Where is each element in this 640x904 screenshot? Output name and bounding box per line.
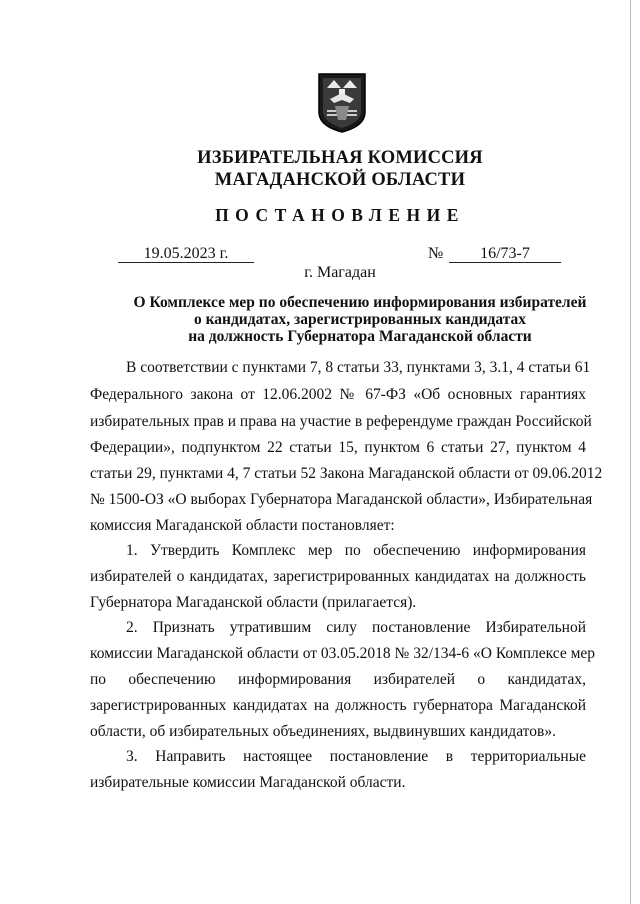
document-number: 16/73-7 [449,245,561,263]
body-line: Федерации», подпунктом 22 статьи 15, пунктом 6 статьи 27, пунктом 4 [90,439,586,456]
body-line: избирателей о кандидатах, зарегистрированных кандидатах на должность [90,568,586,585]
org-name-line-1: ИЗБИРАТЕЛЬНАЯ КОМИССИЯ [197,148,483,168]
subject-line-1: О Комплексе мер по обеспечению информирования избирателей [133,294,587,311]
body-line: области, об избирательных объединениях, выдвинувших кандидатов». [90,723,556,740]
body-line: 2. Признать утратившим силу постановление Избирательной [126,619,586,636]
body-line: избирательных прав и права на участие в референдуме граждан Российской [90,413,592,430]
body-line: В соответствии с пунктами 7, 8 статьи 33, пунктами 3, 3.1, 4 статьи 61 [126,359,591,376]
body-line: зарегистрированных кандидатах на должность губернатора Магаданской [90,697,586,714]
body-line: по обеспечению информирования избирателей о кандидатах, [90,671,586,688]
scan-edge-line [630,0,631,904]
document-city: г. Магадан [304,264,376,281]
body-line: 1. Утвердить Комплекс мер по обеспечению информирования [126,542,586,559]
document-date: 19.05.2023 г. [118,245,254,263]
body-line: избирательные комиссии Магаданской области. [90,774,406,791]
document-type-title: ПОСТАНОВЛЕНИЕ [215,205,465,225]
subject-line-2: о кандидатах, зарегистрированных кандидатах [193,311,527,328]
coat-of-arms-icon [317,72,367,134]
org-name-line-2: МАГАДАНСКОЙ ОБЛАСТИ [214,170,466,190]
body-line: 3. Направить настоящее постановление в территориальные [126,748,586,765]
body-line: комиссии Магаданской области от 03.05.2018 № 32/134-6 «О Комплексе мер [90,645,596,662]
body-line: № 1500-ОЗ «О выборах Губернатора Магаданской области», Избирательная [90,491,593,508]
subject-line-3: на должность Губернатора Магаданской области [188,328,532,345]
body-line: Федерального закона от 12.06.2002 № 67-ФЗ «Об основных гарантиях [90,386,586,403]
number-sign: № [428,245,444,262]
body-line: Губернатора Магаданской области (прилагается). [90,594,417,611]
body-line: статьи 29, пунктами 4, 7 статьи 52 Закона Магаданской области от 09.06.2012 [90,465,603,482]
body-line: комиссия Магаданской области постановляет: [90,517,395,534]
